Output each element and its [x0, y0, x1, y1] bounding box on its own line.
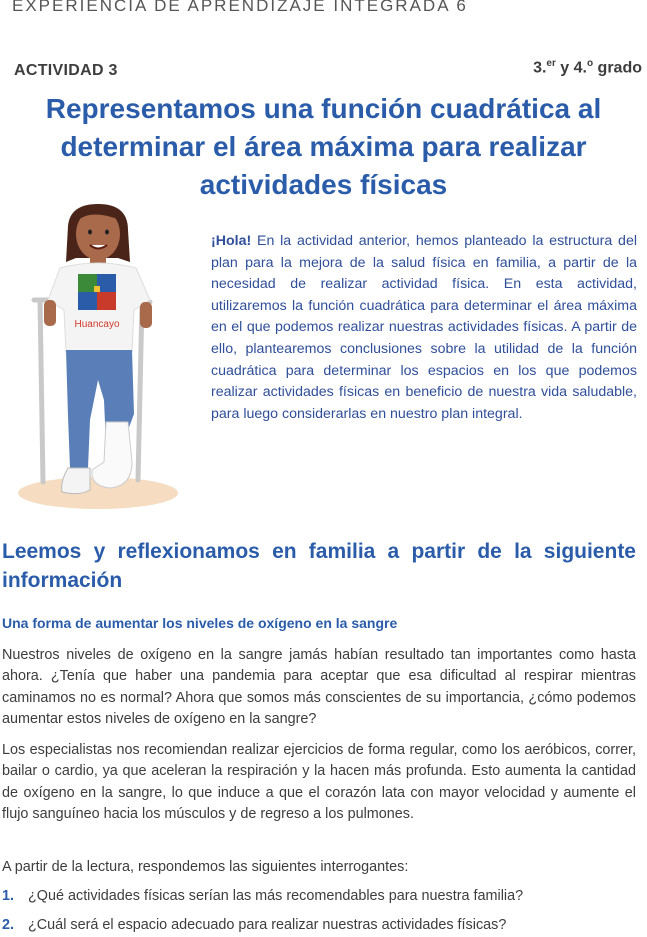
- question-2: [2, 917, 506, 933]
- grade-sup-1: er: [546, 58, 556, 69]
- question-1: [2, 888, 523, 904]
- shirt-text: Huancayo: [74, 319, 120, 330]
- series-title: EXPERIENCIA DE APRENDIZAJE INTEGRADA 6: [12, 0, 468, 15]
- shoe: [62, 468, 90, 494]
- leg-cast: [92, 422, 132, 488]
- section-heading: Leemos y reflexionamos en familia a partir de la siguiente información: [2, 540, 636, 592]
- questions-intro: A partir de la lectura, respondemos las siguientes interrogantes:: [2, 859, 409, 875]
- grade-prefix: 3.: [533, 59, 547, 77]
- grade-sup-2: o: [587, 58, 594, 69]
- question-1-text: ¿Qué actividades físicas serían las más recomendables para nuestra familia?: [28, 888, 524, 904]
- grade-label: [533, 58, 642, 77]
- title-line-2: determinar el área máxima para realizar: [60, 131, 587, 162]
- reading-paragraph-2: Los especialistas nos recomiendan realizar ejercicios de forma regular, como los aeróbicos, correr, bailar o cardio, ya que aceleran la respiración y la hacen más profunda. Esto aumenta la cantidad de oxígeno en la sangre, lo que induce a que el corazón lata con mayor velocidad y aumente el flujo sanguíneo hacia los músculos y de regreso a los pulmones.: [2, 742, 636, 822]
- grade-suffix: grado: [593, 59, 642, 77]
- activity-label: ACTIVIDAD 3: [14, 62, 118, 79]
- page-title: [0, 90, 647, 204]
- intro-greeting: ¡Hola!: [211, 233, 252, 249]
- question-2-number: 2.: [2, 917, 15, 933]
- title-line-3: actividades físicas: [199, 169, 448, 200]
- title-line-1: Representamos una función cuadrática al: [45, 93, 602, 124]
- city-crest-icon: [78, 274, 116, 310]
- student-on-crutches-illustration: [10, 200, 185, 520]
- reading-subheading: Una forma de aumentar los niveles de oxígeno en la sangre: [2, 615, 398, 631]
- reading-paragraph-1: Nuestros niveles de oxígeno en la sangre jamás habían resultado tan importantes como hasta ahora. ¿Tenía que haber una pandemia para aceptar que esa dificultad al respirar mientras caminamos no es normal? Ahora que somos más conscientes de su importancia, ¿cómo podemos aumentar estos niveles de oxígeno en la sangre?: [2, 647, 636, 727]
- grade-mid: y 4.: [555, 59, 587, 77]
- left-crutch-icon: [34, 300, 48, 482]
- question-1-number: 1.: [2, 888, 15, 904]
- intro-body: En la actividad anterior, hemos planteado la estructura del plan para la mejora de la salud física en familia, a partir de la necesidad de realizar actividad física. En esta actividad, utilizaremos la función cuadrática para determinar el área máxima en el que podemos realizar nuestras actividades físicas. A partir de ello, plantearemos conclusiones sobre la utilidad de la función cuadrática para determinar los espacios en los que podemos realizar actividades físicas en beneficio de nuestra vida saludable, para luego considerarlas en nuestro plan integral.: [211, 233, 637, 422]
- right-crutch-icon: [134, 302, 150, 480]
- intro-text: [211, 231, 637, 425]
- question-2-text: ¿Cuál será el espacio adecuado para realizar nuestras actividades físicas?: [28, 917, 507, 933]
